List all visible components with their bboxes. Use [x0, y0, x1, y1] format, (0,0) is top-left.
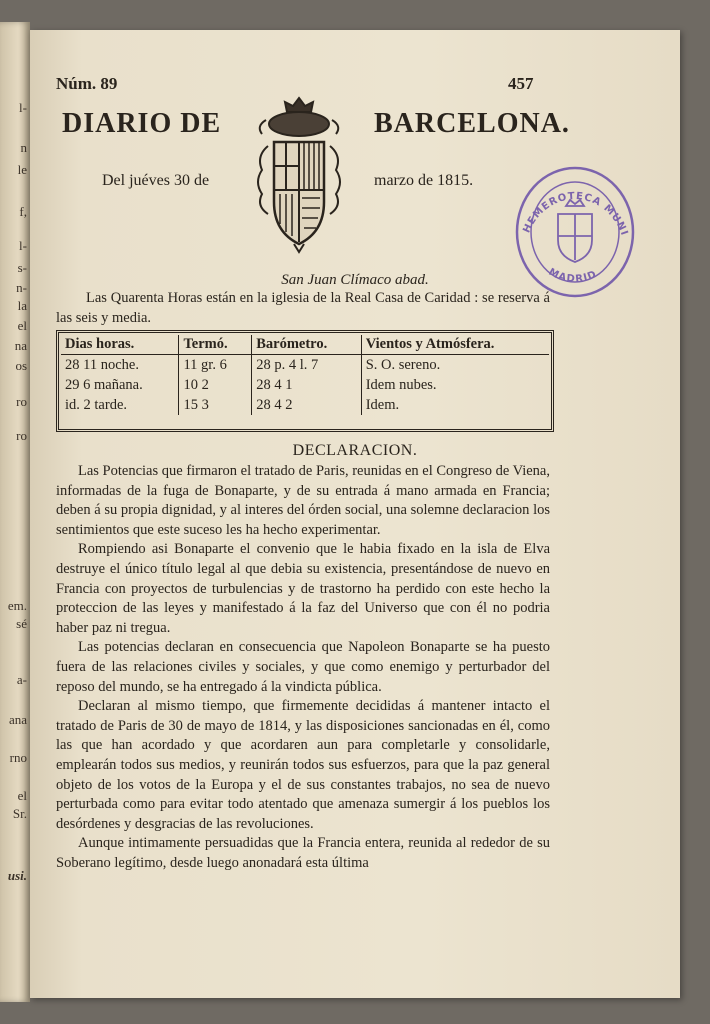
issue-date-left: Del juéves 30 de — [102, 172, 210, 189]
table-row — [61, 395, 549, 415]
masthead-title-left: DIARIO DE — [62, 108, 222, 139]
article-paragraph: Rompiendo asi Bonaparte el convenio que le habia fixado en la isla de Elva destruye el único título legal al que debia su existencia, presentándose de nuevo en Francia con proyectos de turbulencias y de trastorno ha perdido con este hecho la proteccion de las leyes y manifestado á la faz del Universo que con él no podria haber paz ni tregua. — [56, 541, 550, 636]
margin-fragment: ro — [16, 394, 27, 409]
article-paragraph: Las Potencias que firmaron el tratado de Paris, reunidas en el Congreso de Viena, informadas de la fuga de Bonaparte, y de su entrada á mano armada en Francia; deben á su propia dignidad, y al interes del órden social, una solemne declaracion los sentimientos que este suceso les ha hecho experimentar. — [56, 463, 550, 538]
masthead-title-right: BARCELONA. — [374, 108, 570, 139]
weather-cell: Idem nubes. — [365, 376, 437, 393]
weather-cell: 28 11 noche. — [61, 355, 179, 376]
weather-cell: 29 6 mañana. — [61, 375, 179, 395]
table-row — [61, 355, 549, 376]
weather-cell: 15 3 — [179, 395, 252, 415]
weather-table — [56, 330, 554, 432]
saint-of-the-day: San Juan Clímaco abad. — [281, 272, 429, 288]
margin-fragment: em. — [7, 598, 27, 613]
issue-number: Núm. 89 — [56, 74, 118, 93]
article-body — [56, 462, 550, 873]
weather-cell: Idem. — [365, 396, 400, 413]
weather-header: Termó. — [179, 335, 252, 355]
weather-header: Dias horas. — [61, 335, 179, 355]
weather-cell: 28 p. 4 l. 7 — [252, 355, 361, 376]
weather-cell: 11 gr. 6 — [179, 355, 252, 376]
stamp-city: MADRID — [546, 266, 599, 285]
issue-date-right: marzo de 1815. — [374, 172, 474, 189]
margin-fragment: ana — [8, 712, 27, 727]
margin-fragment: rno — [9, 750, 27, 765]
article-heading: DECLARACION. — [292, 442, 418, 459]
newspaper-page — [30, 30, 680, 998]
margin-fragment: os — [15, 358, 27, 373]
margin-fragment: el — [17, 788, 27, 803]
weather-cell: 28 4 2 — [252, 395, 361, 415]
stamp-text: HEMEROTECA MUNI — [521, 190, 630, 238]
article-paragraph: Las potencias declaran en consecuencia que Napoleon Bonaparte se ha puesto fuera de las relaciones civiles y sociales, y que como enemigo y perturbador del reposo del mundo, se ha entregado á la vindicta pública. — [56, 639, 550, 695]
margin-fragment: ro — [16, 428, 27, 443]
weather-header: Vientos y Atmósfera. — [361, 335, 549, 355]
margin-fragment: na — [14, 338, 27, 353]
weather-cell: 28 4 1 — [252, 375, 361, 395]
article-paragraph: Declaran al mismo tiempo, que firmemente decididas á mantener intacto el tratado de Paris de 30 de mayo de 1814, y las disposiciones sancionadas en él, como las que han acordado y que acordaren aun para completarle y consolidarle, emplearán todos sus medios, y reunirán todos sus esfuerzos, para que la paz general objeto de los votos de la Europa y el de sus constantes trabajos, no sea de nuevo perturbada como para evitar todo atentado que amenaza sumergir á los pueblos los desórdenes y desgracias de las revoluciones. — [56, 698, 550, 832]
margin-fragment: usi. — [7, 868, 27, 883]
margin-fragment: l- — [19, 238, 27, 253]
margin-fragment: el — [17, 318, 27, 333]
margin-fragment: f, — [19, 204, 27, 219]
page-number: 457 — [508, 74, 534, 93]
margin-fragment: sé — [16, 616, 27, 631]
adjacent-page-edge — [0, 22, 30, 1002]
article-paragraph: Aunque intimamente persuadidas que la Francia entera, reunida al rededor de su Soberano legítimo, desde luego anonadará esta última — [56, 835, 550, 871]
weather-cell: S. O. sereno. — [365, 356, 441, 373]
margin-fragment: le — [17, 162, 27, 177]
margin-fragment: s- — [17, 260, 27, 275]
coat-of-arms-icon — [244, 94, 354, 258]
weather-cell: 10 2 — [179, 375, 252, 395]
table-row — [61, 375, 549, 395]
margin-fragment: l- — [19, 100, 27, 115]
margin-fragment: Sr. — [12, 806, 27, 821]
margin-fragment: n — [20, 140, 27, 155]
devotion-notice: Las Quarenta Horas están en la iglesia de la Real Casa de Caridad : se reserva á las seis y media. — [56, 290, 550, 326]
weather-header: Barómetro. — [252, 335, 361, 355]
margin-fragment: n- — [16, 280, 27, 295]
margin-fragment: la — [17, 298, 27, 313]
margin-fragment: a- — [16, 672, 27, 687]
weather-cell: id. 2 tarde. — [61, 395, 179, 415]
